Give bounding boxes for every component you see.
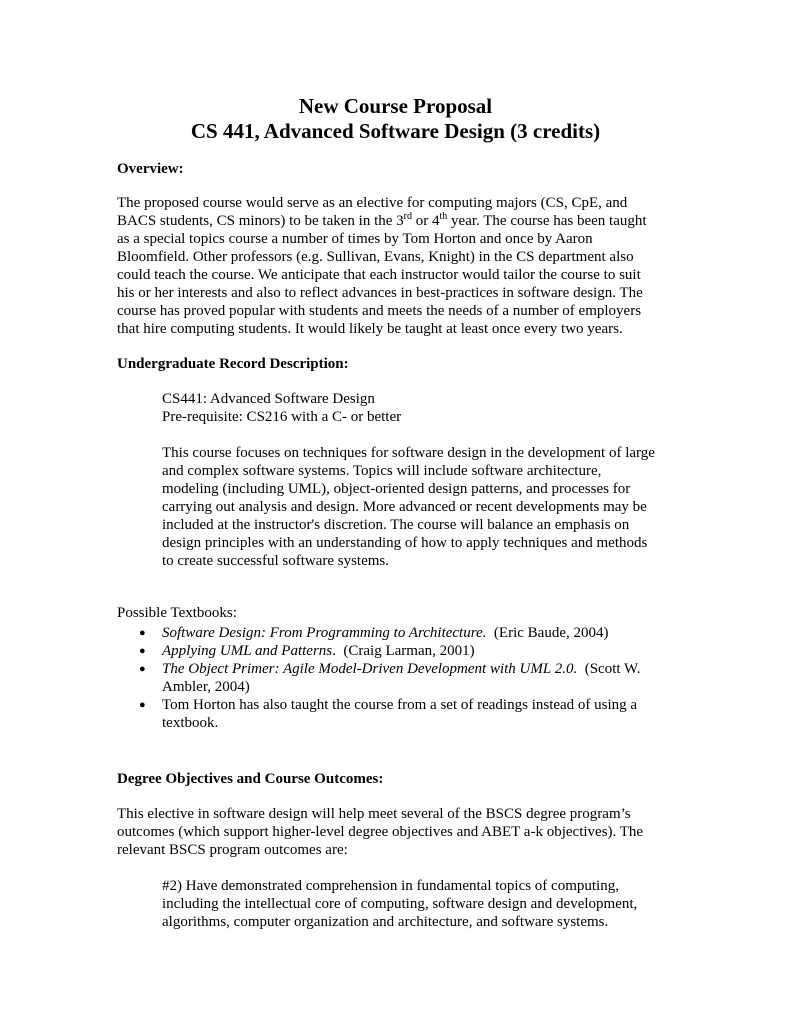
bullet-icon: ● xyxy=(139,645,146,657)
description-line: This course focuses on techniques for software design in the development of large xyxy=(162,445,655,461)
overview-line: The proposed course would serve as an elective for computing majors (CS, CpE, and xyxy=(117,195,628,211)
document-title: New Course Proposal xyxy=(298,94,493,118)
book-title: The Object Primer: Agile Model-Driven Development with UML 2.0. xyxy=(162,661,578,677)
list-item: ● The Object Primer: Agile Model-Driven Development with UML 2.0. (Scott W. Ambler, 2004) xyxy=(139,661,641,695)
prerequisite: Pre-requisite: CS216 with a C- or better xyxy=(162,409,402,425)
objectives-line: This elective in software design will help meet several of the BSCS degree program’s xyxy=(117,806,631,822)
description-line: and complex software systems. Topics will include software architecture, xyxy=(162,463,602,479)
bullet-icon: ● xyxy=(139,699,146,711)
overview-line: that hire computing students. It would likely be taught at least once every two years. xyxy=(117,321,623,337)
course-name: CS441: Advanced Software Design xyxy=(162,391,375,407)
record-description xyxy=(162,444,677,570)
outcome-line: #2) Have demonstrated comprehension in fundamental topics of computing, xyxy=(162,878,619,894)
bullet-icon: ● xyxy=(139,627,146,639)
textbooks-heading: Possible Textbooks: xyxy=(117,605,237,621)
overview-paragraph xyxy=(117,194,677,338)
overview-heading: Overview: xyxy=(117,161,184,177)
list-item: ● Applying UML and Patterns. (Craig Larman, 2001) xyxy=(139,643,475,659)
overview-line: as a special topics course a number of times by Tom Horton and once by Aaron xyxy=(117,231,593,247)
superscript: th xyxy=(439,211,448,222)
objectives-line: outcomes (which support higher-level degree objectives and ABET a-k objectives). The xyxy=(117,824,644,840)
book-title: Applying UML and Patterns xyxy=(162,643,333,659)
overview-line: his or her interests and also to reflect advances in best-practices in software design. The xyxy=(117,285,643,301)
description-line: to create successful software systems. xyxy=(162,553,390,569)
description-line: included at the instructor's discretion. The course will balance an emphasis on xyxy=(162,517,630,533)
course-title: CS 441, Advanced Software Design (3 credits) xyxy=(190,119,601,143)
overview-line: could teach the course. We anticipate that each instructor would tailor the course to suit xyxy=(117,267,641,283)
book-title: Software Design: From Programming to Architecture. xyxy=(162,625,487,641)
objectives-line: relevant BSCS program outcomes are: xyxy=(117,842,348,858)
superscript: rd xyxy=(403,211,413,222)
list-item: ● Tom Horton has also taught the course from a set of readings instead of using a textbook. xyxy=(139,697,638,731)
objectives-paragraph xyxy=(117,805,677,859)
overview-line: course has proved popular with students and meets the needs of a number of employers xyxy=(117,303,642,319)
record-course-info xyxy=(162,390,677,426)
bullet-icon: ● xyxy=(139,663,146,675)
description-line: design principles with an understanding of how to apply techniques and methods xyxy=(162,535,648,551)
list-item: ● Software Design: From Programming to Architecture. (Eric Baude, 2004) xyxy=(139,625,609,641)
outcome-line: algorithms, computer organization and architecture, and software systems. xyxy=(162,914,609,930)
record-heading: Undergraduate Record Description: xyxy=(117,356,349,372)
outcome-paragraph xyxy=(162,877,677,931)
outcome-line: including the intellectual core of computing, software design and development, xyxy=(162,896,638,912)
textbook-list xyxy=(117,624,677,732)
overview-line: BACS students, CS minors) to be taken in the 3rd or 4th year. The course has been taught xyxy=(117,211,647,229)
overview-line: Bloomfield. Other professors (e.g. Sullivan, Evans, Knight) in the CS department also xyxy=(117,249,634,265)
description-line: carrying out analysis and design. More advanced or recent developments may be xyxy=(162,499,647,515)
objectives-heading: Degree Objectives and Course Outcomes: xyxy=(117,771,384,787)
description-line: modeling (including UML), object-oriented design patterns, and processes for xyxy=(162,481,631,497)
